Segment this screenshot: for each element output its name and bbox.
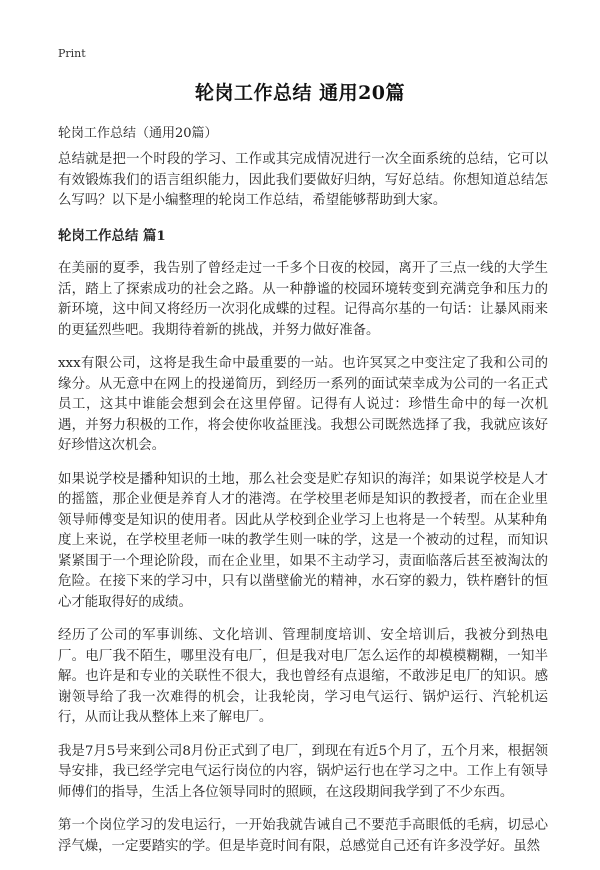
body-paragraph-6: 第一个岗位学习的发电运行，一开始我就告诫自己不要范手高眼低的毛病，切忌心浮气燥，一定要踏实的学。但是毕竟时间有限，总感觉自己还有许多没学好。虽然 (58, 818, 548, 854)
document-title: 轮岗工作总结 通用20篇 (194, 82, 406, 104)
print-label[interactable]: Print (58, 47, 86, 60)
intro-paragraph: 总结就是把一个时段的学习、工作或其完成情况进行一次全面系统的总结，它可以有效锻炼我们的语言组织能力，因此我们要做好归纳，写好总结。你想知道总结怎么写吗？以下是小编整理的轮岗工作总结，希望能够帮助到大家。 (58, 152, 548, 208)
body-paragraph-5: 我是7月5号来到公司8月份正式到了电厂，到现在有近5个月了，五个月来，根据领导安排，我已经学完电气运行岗位的内容，锅炉运行也在学习之中。工作上有领导师傅们的指导，生活上各位领导同时的照顾，在这段期间我学到了不少东西。 (58, 743, 548, 800)
body-paragraph-1: 在美丽的夏季，我告别了曾经走过一千多个日夜的校园，离开了三点一线的大学生活，踏上了探索成功的社会之路。从一种静谧的校园环境转变到充满竞争和压力的新环境，这中间又将经历一次羽化成蝶的过程。记得高尔基的一句话：让暴风雨来的更猛烈些吧。我期待着新的挑战，并努力做好准备。 (58, 261, 548, 338)
body-paragraph-2: xxx有限公司，这将是我生命中最重要的一站。也许冥冥之中变注定了我和公司的缘分。从无意中在网上的投递简历，到经历一系列的面试荣幸成为公司的一名正式员工，这其中谁能会想到会在这里停留。记得有人说过：珍惜生命中的每一次机遇，并努力积极的工作，将会使你收益匪浅。我想公司既然选择了我，我就应该好好珍惜这次机会。 (58, 356, 548, 453)
document-body (58, 150, 548, 870)
body-paragraph-3: 如果说学校是播种知识的土地，那么社会变是贮存知识的海洋；如果说学校是人才的摇篮，那企业便是养育人才的港湾。在学校里老师是知识的教授者，而在企业里领导师傅变是知识的使用者。因此从学校到企业学习上也将是一个转型。从某种角度上来说，在学校里老师一味的教学生则一味的学，这是一个被动的过程，而知识紧紧围于一个理论阶段，而在企业里，如果不主动学习，责面临落后甚至被淘汰的危险。在接下来的学习中，只有以凿壁偷光的精神，水石穿的毅力，铁杵磨针的恒心才能取得好的成绩。 (58, 471, 548, 610)
document-subtitle: 轮岗工作总结（通用20篇） (58, 126, 218, 141)
section-heading: 轮岗工作总结 篇1 (58, 227, 166, 244)
body-paragraph-4: 经历了公司的军事训练、文化培训、管理制度培训、安全培训后，我被分到热电厂。电厂我不陌生，哪里没有电厂，但是我对电厂怎么运作的却模模糊糊，一知半解。也许是和专业的关联性不很大，我也曾经有点退缩，不敢涉足电厂的知识。感谢领导给了我一次难得的机会，让我轮岗，学习电气运行、锅炉运行、汽轮机运行，从而让我从整体上来了解电厂。 (58, 628, 548, 725)
